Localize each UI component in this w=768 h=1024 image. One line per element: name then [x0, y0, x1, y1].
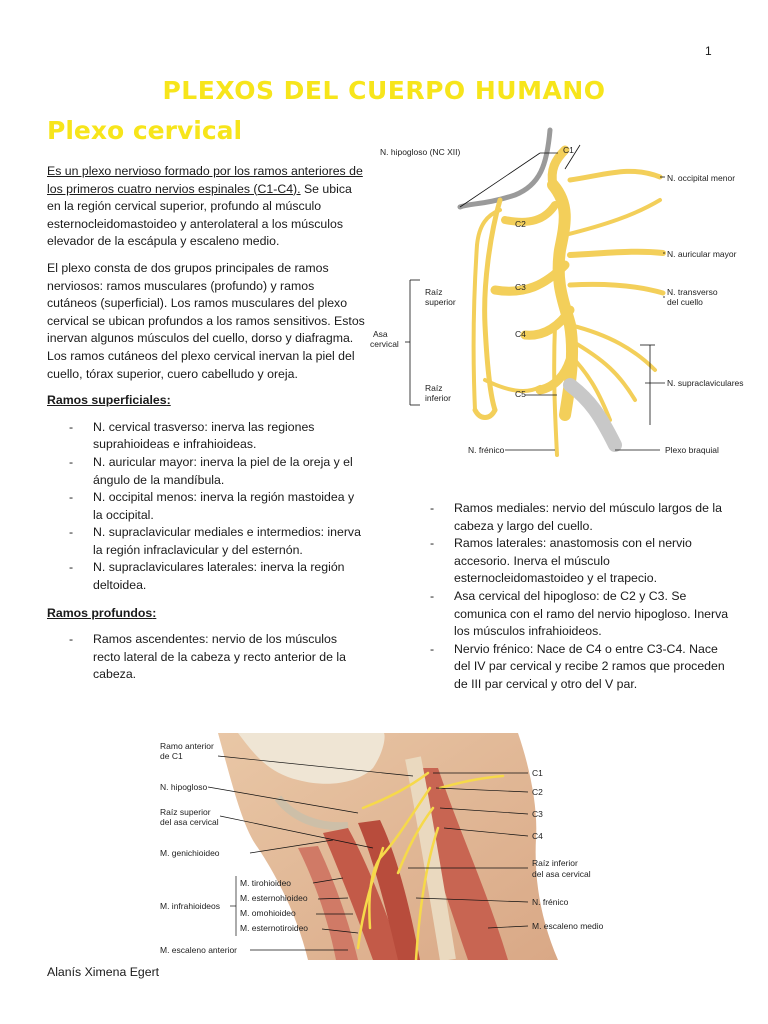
- label-superior-root-2: del asa cervical: [160, 817, 219, 827]
- label-superior-root-1: Raíz: [425, 287, 443, 297]
- list-item: - Nervio frénico: Nace de C4 o entre C3-C4. Nace del IV par cervical y recibe 2 ramos que proceden de III par cervical y otro del V par.: [430, 641, 730, 694]
- label-sternothyroid: M. esternotiroideo: [240, 923, 309, 933]
- label-inferior-root-2: inferior: [425, 393, 451, 403]
- deep-branches-heading: Ramos profundos:: [47, 605, 157, 620]
- label-geniohyoid: M. genichioideo: [160, 848, 220, 858]
- label-inferior-root-1: Raíz inferior: [532, 858, 578, 868]
- list-item: - Ramos mediales: nervio del músculo largos de la cabeza y largo del cuello.: [430, 500, 730, 535]
- deep-branches-continued-list: [430, 500, 730, 694]
- label-c5: C5: [515, 389, 526, 399]
- deep-branches-list: [47, 631, 365, 684]
- list-item: - N. cervical trasverso: inerva las regiones suprahioideas e infrahioideas.: [47, 419, 365, 454]
- list-item: - N. auricular mayor: inerva la piel de la oreja y el ángulo de la mandíbula.: [47, 454, 365, 489]
- label-superior-root-2: superior: [425, 297, 456, 307]
- list-item: - N. occipital menos: inerva la región mastoidea y la occipital.: [47, 489, 365, 524]
- label-omohyoid: M. omohioideo: [240, 908, 296, 918]
- label-c1: C1: [532, 768, 543, 778]
- label-infrahyoid: M. infrahioideos: [160, 901, 221, 911]
- label-brachial-plexus: Plexo braquial: [665, 445, 719, 455]
- label-inferior-root-2: del asa cervical: [532, 869, 591, 879]
- list-item: - Ramos ascendentes: nervio de los músculos recto lateral de la cabeza y recto anterior de la cabeza.: [47, 631, 365, 684]
- label-ansa-1: Asa: [373, 329, 388, 339]
- label-c4: C4: [515, 329, 526, 339]
- superficial-branches-list: [47, 419, 365, 595]
- label-thyrohyoid: M. tirohioideo: [240, 878, 292, 888]
- document-title: PLEXOS DEL CUERPO HUMANO: [162, 76, 606, 105]
- label-lesser-occipital: N. occipital menor: [667, 173, 736, 183]
- label-c4: C4: [532, 831, 543, 841]
- label-anterior-scalene: M. escaleno anterior: [160, 945, 238, 955]
- label-transverse-2: del cuello: [667, 297, 703, 307]
- label-c2: C2: [532, 787, 543, 797]
- page-number: 1: [705, 44, 712, 58]
- right-column: [430, 500, 730, 704]
- label-great-auricular: N. auricular mayor: [667, 249, 737, 259]
- list-item: - Asa cervical del hipogloso: de C2 y C3. Se comunica con el ramo del nervio hipogloso. Inerva los músculos infrahioideos.: [430, 588, 730, 641]
- section-title: Plexo cervical: [47, 116, 243, 145]
- plexus-description: El plexo consta de dos grupos principales de ramos nerviosos: ramos musculares (profundo) y ramos cutáneos (superficial). Los ramos musculares del plexo cervical se ubican profundos a los ramos sensitivos. Estos inervan algunos músculos del cuello, dorso y diafragma. Los ramos cutáneos del plexo cervical inervan la piel del cuello, tórax superior, cuero cabelludo y oreja.: [47, 260, 365, 381]
- label-anterior-ramus-2: de C1: [160, 751, 183, 761]
- label-transverse-1: N. transverso: [667, 287, 718, 297]
- author-name: Alanís Ximena Egert: [47, 965, 160, 979]
- neck-anatomy-illustration: [158, 728, 618, 960]
- label-superior-root-1: Raíz superior: [160, 807, 211, 817]
- left-column: [47, 163, 365, 694]
- list-item: - N. supraclaviculares laterales: inerva la región deltoidea.: [47, 559, 365, 594]
- cervical-plexus-diagram: [365, 125, 768, 480]
- label-c2: C2: [515, 219, 526, 229]
- label-c3: C3: [515, 282, 526, 292]
- label-sternohyoid: M. esternohioideo: [240, 893, 308, 903]
- label-c1: C1: [563, 145, 574, 155]
- label-middle-scalene: M. escaleno medio: [532, 921, 604, 931]
- list-item: - Ramos laterales: anastomosis con el nervio accesorio. Inerva el músculo esternocleidomastoideo y el trapecio.: [430, 535, 730, 588]
- intro-underlined: Es un plexo nervioso formado por los ramos anteriores de los primeros cuatro nervios espinales (C1-C4).: [47, 164, 363, 196]
- label-c3: C3: [532, 809, 543, 819]
- label-ansa-2: cervical: [370, 339, 399, 349]
- label-hypoglossal: N. hipogloso: [160, 782, 208, 792]
- label-inferior-root-1: Raíz: [425, 383, 443, 393]
- list-item: - N. supraclavicular mediales e intermedios: inerva la región infraclavicular y del esternón.: [47, 524, 365, 559]
- label-phrenic: N. frénico: [532, 897, 569, 907]
- label-anterior-ramus-1: Ramo anterior: [160, 741, 214, 751]
- label-hypoglossal: N. hipogloso (NC XII): [380, 147, 461, 157]
- label-phrenic: N. frénico: [468, 445, 505, 455]
- intro-rest: Se ubica en la región cervical superior, profundo al músculo esternocleidomastoideo y anterolateral a los músculos elevador de la escápula y escaleno medio.: [47, 181, 352, 249]
- label-supraclavicular: N. supraclaviculares: [667, 378, 744, 388]
- intro-paragraph: [47, 163, 365, 251]
- superficial-branches-heading: Ramos superficiales:: [47, 393, 171, 408]
